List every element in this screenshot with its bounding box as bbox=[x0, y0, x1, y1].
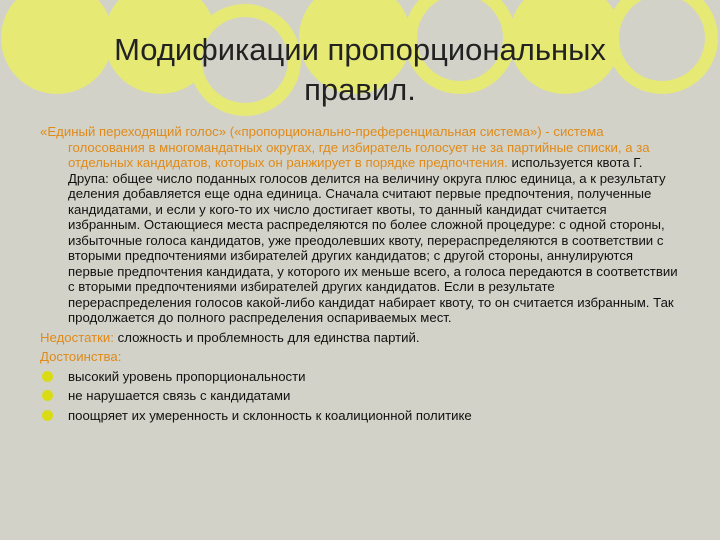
pros-list bbox=[40, 369, 680, 424]
pros-label: Достоинства: bbox=[40, 349, 122, 364]
bullet-dot-icon bbox=[42, 371, 53, 382]
definition-text: «Единый переходящий голос» («пропорционально-преференциальная система») - система голосования в многомандатных округах, где избиратель голосует не за партийные списки, а за отдельных кандидатов, которых он ранжирует в порядке предпочтения. bbox=[40, 124, 650, 170]
cons-text: сложность и проблемность для единства партий. bbox=[113, 329, 420, 345]
list-item-text: не нарушается связь с кандидатами bbox=[68, 388, 291, 403]
list-item bbox=[40, 388, 680, 404]
slide-content bbox=[40, 124, 680, 427]
list-item-text: высокий уровень пропорциональности bbox=[68, 368, 306, 384]
list-item-text: поощряет их умеренность и склонность к коалиционной политике bbox=[68, 407, 472, 423]
list-item bbox=[40, 408, 680, 424]
slide-title bbox=[60, 30, 660, 110]
title-line-1: Модификации пропорциональных bbox=[114, 32, 606, 67]
cons-label: Недостатки: bbox=[40, 329, 114, 345]
list-item bbox=[40, 369, 680, 385]
quota-description: используется квота Г. Друпа: общее число поданных голосов делится на величину округа плюс единица, а к результату деления добавляется еще одна единица. Сначала считают первые предпочтения, полученные кандидатами, и если у кого-то их число достигает квоты, то данный кандидат считается избранным. Остающиеся места распределяются по более сложной процедуре: с одной стороны, избыточные голоса кандидатов, уже преодолевших квоту, перераспределяются в соответствии с вторыми предпочтениями избирателей других кандидатов; с другой стороны, аннулируются первые предпочтения кандидата, у которого их меньше всего, а голоса передаются в соответствии с вторыми предпочтениями избирателей других кандидатов. Если в результате перераспределения голосов какой-либо кандидат набирает квоту, то он считается избранным. Так продолжается до полного распределения оспариваемых мест. bbox=[68, 155, 678, 325]
pros-line bbox=[40, 349, 680, 365]
main-paragraph bbox=[40, 124, 680, 326]
bullet-dot-icon bbox=[42, 390, 53, 401]
bullet-dot-icon bbox=[42, 410, 53, 421]
title-line-2: правил. bbox=[304, 72, 416, 107]
cons-line bbox=[40, 330, 680, 346]
